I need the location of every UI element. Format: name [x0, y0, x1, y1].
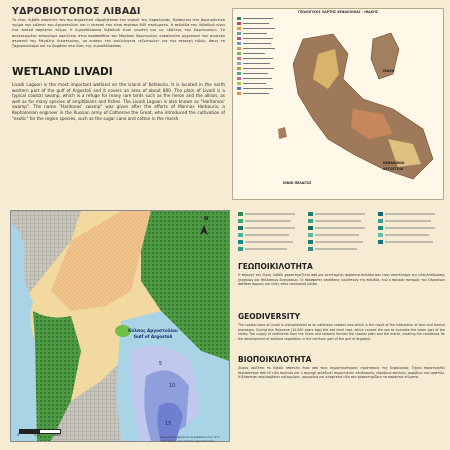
north-label: N: [204, 216, 209, 222]
map-caption: Απεικόνιση φυσικού περιβάλλοντος στο εσωτερικό του κόλπου Αργοστολίου: [160, 435, 220, 443]
place-label-ionian-sea: ΙΟΝΙΟ ΠΕΛΑΓΟΣ: [283, 181, 312, 185]
inset-map-title: ΓΕΩΛΟΓΙΚΟΣ ΧΑΡΤΗΣ ΚΕΦΑΛΟΝΙΑΣ - ΙΘΑΚΗΣ: [298, 10, 378, 14]
place-label-kefalonia: ΚΕΦΑΛΟΝΙΑ: [383, 161, 405, 165]
geological-inset-map: [232, 8, 444, 200]
scale-label-1km: 1km: [53, 433, 61, 437]
geodiversity-body: The coastal zone of Livadi is characterized as an extensive coastal area which is the result of the interaction of land and marine processes. During the Holocene (10.000 years ago) the sea level rose, which caused the sea to inundate the lower part of the valley. The supply of sediments from the rivers and streams formed the coastal plain and the marsh, creating the conditions for the development of wetland vegetation in the northern part of the gulf of Argostoli.: [238, 323, 445, 341]
wetland-body-text: Livadi Lagoon is the most important wetland on the island of Kefalonia. It is located in the north western part of the gulf of Argostoli and it covers an area of about 800. The plain of Livadi is a typical coastal swamp, which is a refuge for many rare birds such as the heron and the alkion, as well as for many species of amphibians and fishes. The Livadi Lagoon is also known as "Haritonios' swamp". The name "Haritonos' swamp" was given after the efforts of Marinos Harbouris, a Kephalonian engineer in the Russian army of Catherine the Great, who introduced the cultivation of "exotic" for the region species, such as the sugar cane and cotton in the marsh.: [12, 82, 225, 121]
biodiversity-heading-greek: ΒΙΟΠΟΙΚΙΛΟΤΗΤΑ: [238, 355, 312, 364]
place-label-ithaca: ΙΘΑΚΗ: [383, 69, 395, 73]
page-title-greek: ΥΔΡΟΒΙΟΤΟΠΟΣ ΛΙΒΑΔΙ: [12, 6, 141, 17]
intro-paragraph-greek: Το έλος Λιβάδι αποτελεί τον πιο σημαντικό υδροβιότοπο του νησιού της Κεφαλονιάς. Βρίσκεται στο βορειοδυτικό τμήμα του κόλπου του Αργοστολίου και η έκτασή του είναι περίπου 800 στρέμματα. Η πεδιάδα του Λιβαδιού είναι ένα τυπικό παράκτιο τέλμα. Η Λιμνοθάλασσα Λιβαδιού είναι γνωστή και ως «βάλτος του Χαριτωνίου». Το συγκεκριμένο τοπωνύμιο οφείλεται στην προσπάθεια του Μαρίνου Χαριτωνίου, κεφαλονίτη μηχανικού του ρωσικού στρατού της Μεγάλης Αικατερίνης, να εισάγει την καλλιέργεια «εξωτικών» για την περιοχή ειδών, όπως το ζαχαροκάλαμο και το βαμβάκι στο έλος της λιμνοθάλασσας.: [12, 18, 225, 49]
map-legend-grid: [238, 212, 443, 256]
depth-label-10: 10: [169, 383, 176, 389]
gulf-label-english: Gulf of Argostoli: [133, 334, 173, 339]
livadi-habitat-map: [10, 210, 230, 442]
depth-label-15: 15: [165, 421, 172, 427]
habitat-map-svg: [11, 211, 229, 441]
geodiversity-heading-greek: ΓΕΩΠΟΙΚΙΛΟΤΗΤΑ: [238, 262, 313, 271]
depth-label-5: 5: [159, 361, 163, 367]
kefalonia-island-shape: [273, 19, 443, 199]
geodiversity-heading: GEODIVERSITY: [238, 312, 301, 321]
wetland-heading: WETLAND LIVADI: [12, 66, 113, 78]
gulf-label-greek: Κόλπος Αργοστολίου: [128, 328, 178, 333]
scale-label-half: 0.5: [34, 433, 40, 437]
place-label-argostoli: ΑΡΓΟΣΤΟΛΙ: [383, 167, 404, 171]
geodiversity-body-greek: Η περιοχή του έλους Λιβάδι χαρακτηρίζεται από μια εκτεταμένη παράκτια πεδιάδα που είναι αποτέλεσμα της αλληλεπίδρασης χερσαίων και θαλάσσιων διεργασιών. Οι πρόσφατες αποθέσεις καλύπτουν την πεδιάδα, ενώ ο παλαιός ποταμός του Ολοκαίνου απέθεσε άμμους και ιλύες στον εσωτερικό κόλπο.: [238, 273, 445, 287]
biodiversity-body-greek: Χώρος ορίζεται το Λιβάδι αποτελεί έναν από τους σημαντικότερους υγρότοπους της Κεφαλονιάς. Έχουν παρατηρηθεί περισσότερα από 50 είδη πουλιών και η περιοχή φιλοξενεί σημαντικούς πληθυσμούς υδρόβιων πουλιών, αμφιβίων και ερπετών. Η βλάστηση περιλαμβάνει καλαμιώνες, αρμυρίκια και αλοφυτικά είδη που χαρακτηρίζουν τα παράκτια τέλματα.: [238, 366, 445, 380]
scale-label-0: 0: [17, 433, 20, 437]
